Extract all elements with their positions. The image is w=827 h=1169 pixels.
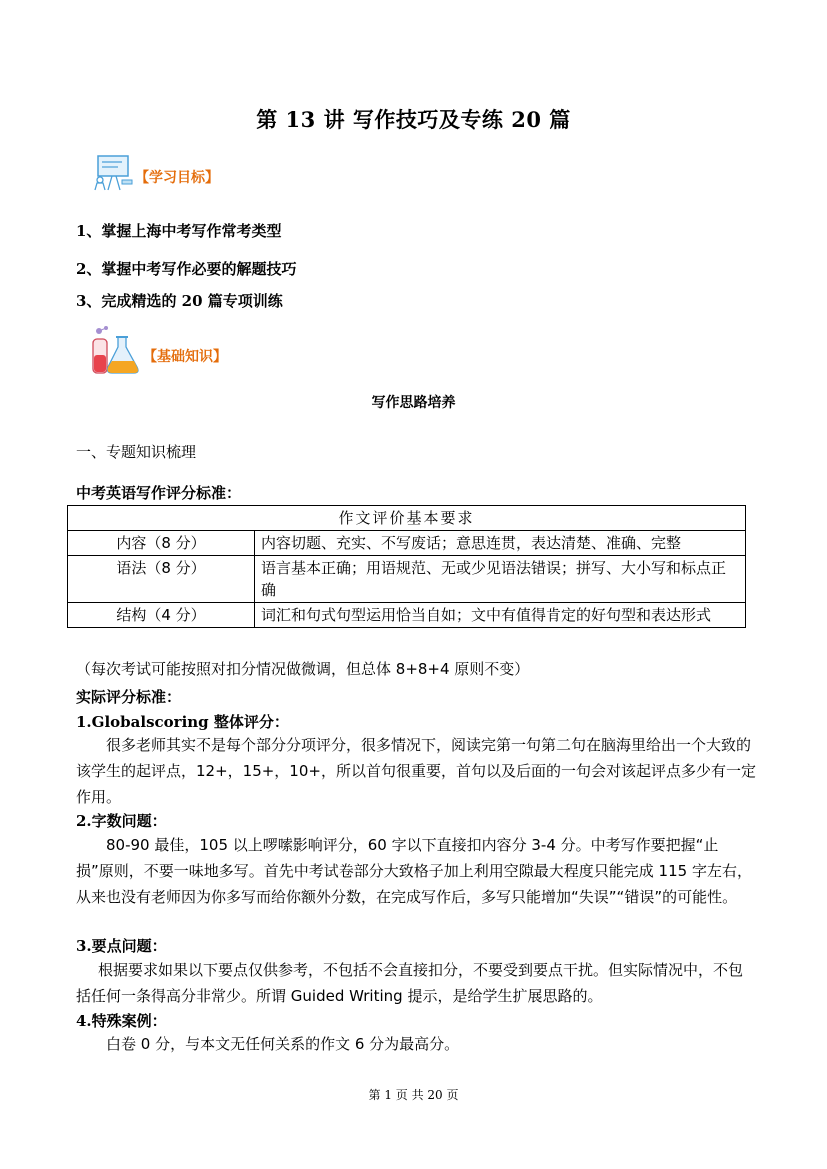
section-body: 很多老师其实不是每个部分分项评分，很多情况下，阅读完第一句第二句在脑海里给出一个大致的该学生的起评点，12+，15+，10+，所以首句很重要，首句以及后面的一句会对该起评点多少有一定作用。 bbox=[76, 736, 756, 806]
table-row-label: 结构（4 分） bbox=[68, 603, 255, 628]
actual-scoring-heading: 实际评分标准： bbox=[76, 688, 182, 706]
table-row-desc: 内容切题、充实、不写废话；意思连贯，表达清楚、准确、完整 bbox=[255, 531, 746, 556]
table-row bbox=[68, 531, 746, 556]
page-footer: 第 1 页 共 20 页 bbox=[368, 1088, 459, 1102]
goal-item: 1、掌握上海中考写作常考类型 bbox=[76, 222, 282, 240]
goal-item: 2、掌握中考写作必要的解题技巧 bbox=[76, 260, 297, 278]
goal-item: 3、完成精选的 20 篇专项训练 bbox=[76, 292, 283, 310]
lab-flask-icon bbox=[90, 325, 140, 377]
section-heading: 2.字数问题： bbox=[76, 812, 167, 830]
scoring-rubric-table bbox=[67, 505, 746, 628]
page-title: 第 13 讲 写作技巧及专练 20 篇 bbox=[256, 107, 571, 132]
section-body: 白卷 0 分，与本文无任何关系的作文 6 分为最高分。 bbox=[106, 1035, 460, 1053]
section-body: 根据要求如果以下要点仅供参考，不包括不会直接扣分，不要受到要点干扰。但实际情况中，不包括任何一条得高分非常少。所谓 Guided Writing 提示，是给学生扩展思路的。 bbox=[76, 961, 744, 1005]
subsection-heading: 一、专题知识梳理 bbox=[76, 443, 197, 461]
table-header-row bbox=[68, 506, 746, 531]
table-row-desc: 词汇和句式句型运用恰当自如；文中有值得肯定的好句型和表达形式 bbox=[255, 603, 746, 628]
section-body: 80-90 最佳，105 以上啰嗦影响评分，60 字以下直接扣内容分 3-4 分。中考写作要把握“止损”原则，不要一味地多写。首先中考试卷部分大致格子加上利用空隙最大程度只能完成 115 字左右，从来也没有老师因为你多写而给你额外分数，在完成写作后，多写只能增加“失误”“错误”的可能性。 bbox=[76, 836, 752, 906]
section-title: 写作思路培养 bbox=[371, 395, 456, 411]
scoring-standard-heading: 中考英语写作评分标准： bbox=[76, 484, 242, 502]
presentation-board-icon bbox=[92, 152, 136, 192]
table-header: 作文评价基本要求 bbox=[68, 506, 746, 531]
table-row-label: 内容（8 分） bbox=[68, 531, 255, 556]
section-heading: 1.Globalscoring 整体评分： bbox=[76, 713, 289, 731]
basics-badge: 【基础知识】 bbox=[143, 349, 227, 365]
table-row bbox=[68, 603, 746, 628]
section-heading: 3.要点问题： bbox=[76, 937, 167, 955]
table-row-desc: 语言基本正确；用语规范、无或少见语法错误；拼写、大小写和标点正确 bbox=[255, 556, 746, 603]
table-row-label: 语法（8 分） bbox=[68, 556, 255, 603]
table-row bbox=[68, 556, 746, 603]
table-note: （每次考试可能按照对扣分情况做微调，但总体 8+8+4 原则不变） bbox=[76, 660, 530, 678]
goals-icon-wrap bbox=[92, 152, 136, 192]
goals-badge: 【学习目标】 bbox=[135, 170, 219, 186]
section-heading: 4.特殊案例： bbox=[76, 1012, 167, 1030]
basics-icon-wrap bbox=[90, 325, 140, 377]
